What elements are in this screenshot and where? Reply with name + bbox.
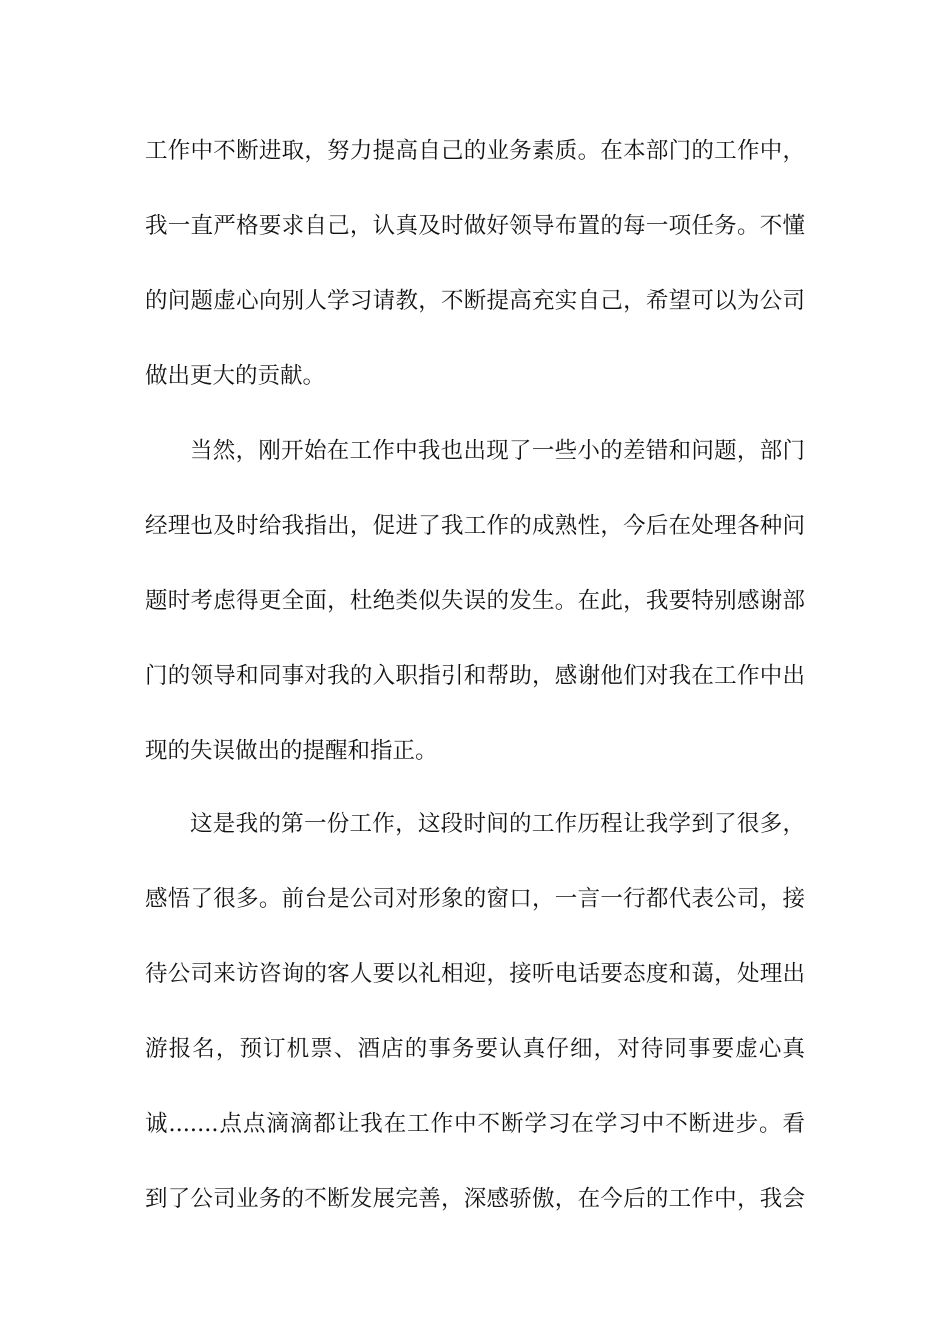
text-line: 做出更大的贡献。 <box>145 363 326 389</box>
text-line: 感悟了很多。前台是公司对形象的窗口，一言一行都代表公司，接 <box>145 886 805 912</box>
text-line: 这是我的第一份工作，这段时间的工作历程让我学到了很多， <box>190 811 805 837</box>
text-line: 到了公司业务的不断发展完善，深感骄傲，在今后的工作中，我会 <box>145 1186 805 1212</box>
text-line: 题时考虑得更全面，杜绝类似失误的发生。在此，我要特别感谢部 <box>145 588 805 614</box>
text-line: 当然，刚开始在工作中我也出现了一些小的差错和问题，部门 <box>190 438 805 464</box>
text-line: 游报名，预订机票、酒店的事务要认真仔细，对待同事要虚心真 <box>145 1036 805 1062</box>
text-line: 经理也及时给我指出，促进了我工作的成熟性，今后在处理各种问 <box>145 513 805 539</box>
text-line: 现的失误做出的提醒和指正。 <box>145 738 438 764</box>
text-line: 的问题虚心向别人学习请教，不断提高充实自己，希望可以为公司 <box>145 288 805 314</box>
text-line: 工作中不断进取，努力提高自己的业务素质。在本部门的工作中， <box>145 138 805 164</box>
text-line: 诚.......点点滴滴都让我在工作中不断学习在学习中不断进步。看 <box>145 1111 805 1137</box>
text-line: 门的领导和同事对我的入职指引和帮助，感谢他们对我在工作中出 <box>145 663 805 689</box>
text-line: 待公司来访咨询的客人要以礼相迎，接听电话要态度和蔼，处理出 <box>145 961 805 987</box>
text-line: 我一直严格要求自己，认真及时做好领导布置的每一项任务。不懂 <box>145 213 805 239</box>
